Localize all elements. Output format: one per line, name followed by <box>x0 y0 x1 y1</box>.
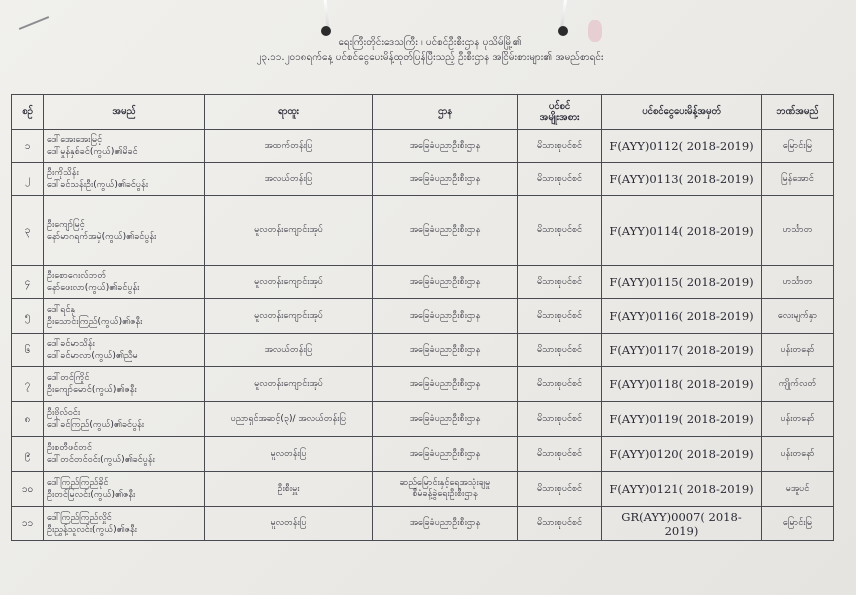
name-relation: ဦးသောင်းကြည်(ကွယ်)၏ဇနီး <box>47 317 143 327</box>
name-relation: ဒေါ်ခင်သန်းဦး(ကွယ်)၏ခင်ပွန်း <box>47 180 148 190</box>
table-row <box>12 196 834 266</box>
cell-dept: အခြေခံပညာဦးစီးဌာန <box>373 163 518 196</box>
cell-name <box>44 334 205 367</box>
col-header-permit: ပင်စင်ငွေပေးမိန့်အမှတ် <box>602 95 762 130</box>
table-row <box>12 402 834 437</box>
col-header-no: စဉ် <box>12 95 44 130</box>
cell-dept: အခြေခံပညာဦးစီးဌာန <box>373 299 518 334</box>
name-primary: ဦးကျော်မြင့် <box>47 219 85 230</box>
cell-rank: အလယ်တန်းပြ <box>205 334 373 367</box>
name-relation: ဒေါ်တင်တင်ဝင်း(ကွယ်)၏ခင်ပွန်း <box>47 455 155 465</box>
cell-name <box>44 507 205 541</box>
cell-bank: ဟင်္သာတ <box>762 266 834 299</box>
cell-rank: ဦးစီးမှူး <box>205 472 373 507</box>
cell-bank: မြောင်းမြ <box>762 507 834 541</box>
col-header-name: အမည် <box>44 95 205 130</box>
table-row <box>12 437 834 472</box>
cell-name <box>44 437 205 472</box>
name-primary: ဒေါ်ရင်နု <box>47 305 76 315</box>
name-relation: ဦးကျော်မောင်(ကွယ်)၏ဇနီး <box>47 385 137 395</box>
cell-no: ၁၁ <box>12 507 44 541</box>
cell-type: မိသားစုပင်စင် <box>518 130 602 163</box>
cell-type: မိသားစုပင်စင် <box>518 196 602 266</box>
cell-no: ၈ <box>12 402 44 437</box>
table-row <box>12 472 834 507</box>
cell-type: မိသားစုပင်စင် <box>518 163 602 196</box>
cell-permit: F(AYY)0112( 2018-2019) <box>602 130 762 163</box>
name-primary: ဦးကိုသိန်း <box>47 168 79 178</box>
cell-dept: အခြေခံပညာဦးစီးဌာန <box>373 196 518 266</box>
cell-name <box>44 472 205 507</box>
name-primary: ဒေါ်ကြည်ကြည်လှိုင် <box>47 512 112 523</box>
cell-rank: မူလတန်းကျောင်းအုပ် <box>205 367 373 402</box>
cell-rank: မူလတန်းပြ <box>205 437 373 472</box>
cell-rank: ပညာရှင်အဆင့်(၃)/ အလယ်တန်းပြ <box>205 402 373 437</box>
cell-bank: ပန်းတနော် <box>762 334 834 367</box>
table-row <box>12 130 834 163</box>
cell-type: မိသားစုပင်စင် <box>518 367 602 402</box>
punch-hole-left <box>321 26 331 36</box>
name-primary: ဦးစတီဖင်တင် <box>47 443 92 453</box>
cell-dept: အခြေခံပညာဦးစီးဌာန <box>373 367 518 402</box>
cell-rank: မူလတန်းပြ <box>205 507 373 541</box>
table-row <box>12 507 834 541</box>
cell-no: ၁၀ <box>12 472 44 507</box>
name-relation: ဦးညွှန့်သူလင်း(ကွယ်)၏ဇနီး <box>47 524 137 535</box>
cell-type: မိသားစုပင်စင် <box>518 334 602 367</box>
name-primary: ဒေါ်တင်ကြိုင် <box>47 373 90 383</box>
cell-no: ၃ <box>12 196 44 266</box>
binding-string-right <box>560 0 567 28</box>
cell-rank: မူလတန်းကျောင်းအုပ် <box>205 299 373 334</box>
cell-rank: အလယ်တန်းပြ <box>205 163 373 196</box>
cell-rank: အထက်တန်းပြ <box>205 130 373 163</box>
cell-name <box>44 299 205 334</box>
cell-dept: အခြေခံပညာဦးစီးဌာန <box>373 266 518 299</box>
cell-name <box>44 266 205 299</box>
cell-no: ၉ <box>12 437 44 472</box>
cell-dept: အခြေခံပညာဦးစီးဌာန <box>373 130 518 163</box>
table-row <box>12 367 834 402</box>
cell-dept: အခြေခံပညာဦးစီးဌာန <box>373 437 518 472</box>
col-header-bank: ဘဏ်အမည် <box>762 95 834 130</box>
table-row <box>12 266 834 299</box>
cell-bank: လေးမျက်နှာ <box>762 299 834 334</box>
name-primary: ဒေါ်အေးအေးမြင့် <box>47 135 103 145</box>
cell-bank: မြန်အောင် <box>762 163 834 196</box>
cell-permit: F(AYY)0118( 2018-2019) <box>602 367 762 402</box>
cell-bank: မအူပင် <box>762 472 834 507</box>
cell-permit: F(AYY)0121( 2018-2019) <box>602 472 762 507</box>
header-line-2: ၂၃.၁၁.၂၀၁၈ရက်နေ့ ပင်စင်ငွေပေးမိန့်ထုတ်ပြန်ပြီးသည့် ဦးစီးဌာန အငြိမ်းစားများ၏ အမည်စာရင်း <box>256 52 604 63</box>
name-primary: ဦးဗိုလ်ဝင်း <box>47 408 81 418</box>
table-row <box>12 299 834 334</box>
cell-type: မိသားစုပင်စင် <box>518 507 602 541</box>
cell-permit: F(AYY)0119( 2018-2019) <box>602 402 762 437</box>
cell-no: ၂ <box>12 163 44 196</box>
cell-dept: အခြေခံပညာဦးစီးဌာန <box>373 402 518 437</box>
name-relation: နော်ဖေးလာ(ကွယ်)၏ခင်ပွန်း <box>47 283 140 293</box>
header-line-1: ရေးကြီးတိုင်းဒေသကြီး ၊ ပင်စင်ဦးစီးဌာန ပုသိမ်မြို့၏ <box>338 37 522 48</box>
cell-no: ၄ <box>12 266 44 299</box>
cell-permit: GR(AYY)0007( 2018-2019) <box>602 507 762 541</box>
cell-name <box>44 196 205 266</box>
cell-type: မိသားစုပင်စင် <box>518 472 602 507</box>
name-primary: ဒေါ်ကြည်ကြည်ခိုင် <box>47 478 109 488</box>
name-relation: ဒေါ်ခင်မာလာ(ကွယ်)၏ညီမ <box>47 351 138 361</box>
name-relation: ဦးတင်မြလင်း(ကွယ်)၏ဇနီး <box>47 490 136 500</box>
cell-type: မိသားစုပင်စင် <box>518 266 602 299</box>
cell-bank: ပန်းတနော် <box>762 437 834 472</box>
table-row <box>12 334 834 367</box>
cell-dept: ဆည်မြောင်းနှင့်ရေအသုံးချမှု စီမံခန့်ခွဲရေးဦးစီးဌာန <box>373 472 518 507</box>
cell-permit: F(AYY)0113( 2018-2019) <box>602 163 762 196</box>
cell-no: ၁ <box>12 130 44 163</box>
cell-bank: ပန်းတနော် <box>762 402 834 437</box>
cell-name <box>44 367 205 402</box>
cell-type: မိသားစုပင်စင် <box>518 437 602 472</box>
punch-hole-right <box>558 26 568 36</box>
name-primary: ဒေါ်ခင်မာသိန်း <box>47 339 95 349</box>
cell-permit: F(AYY)0120( 2018-2019) <box>602 437 762 472</box>
cell-type: မိသားစုပင်စင် <box>518 402 602 437</box>
cell-dept: အခြေခံပညာဦးစီးဌာန <box>373 334 518 367</box>
cell-no: ၆ <box>12 334 44 367</box>
name-primary: ဦးစောဂေးလ်ဘတ် <box>47 271 107 281</box>
cell-bank: ဟင်္သာတ <box>762 196 834 266</box>
name-relation: နော်မာဂရက်အမှဲ(ကွယ်)၏ခင်ပွန်း <box>47 231 157 242</box>
cell-type: မိသားစုပင်စင် <box>518 299 602 334</box>
col-header-type: ပင်စင် အမျိုးအစား <box>518 95 602 130</box>
binding-string-left <box>324 0 330 28</box>
cell-name <box>44 130 205 163</box>
cell-permit: F(AYY)0115( 2018-2019) <box>602 266 762 299</box>
name-relation: ဒေါ်ခင်ကြည်(ကွယ်)၏ခင်ပွန်း <box>47 420 145 430</box>
table-header-row <box>12 95 834 130</box>
cell-permit: F(AYY)0114( 2018-2019) <box>602 196 762 266</box>
table-row <box>12 163 834 196</box>
pension-table <box>11 94 834 541</box>
cell-dept: အခြေခံပညာဦးစီးဌာန <box>373 507 518 541</box>
cell-bank: ကျိုက်လတ် <box>762 367 834 402</box>
cell-bank: မြောင်းမြ <box>762 130 834 163</box>
cell-rank: မူလတန်းကျောင်းအုပ် <box>205 266 373 299</box>
col-header-dept: ဌာန <box>373 95 518 130</box>
cell-no: ၇ <box>12 367 44 402</box>
cell-no: ၅ <box>12 299 44 334</box>
cell-permit: F(AYY)0116( 2018-2019) <box>602 299 762 334</box>
cell-name <box>44 163 205 196</box>
cell-rank: မူလတန်းကျောင်းအုပ် <box>205 196 373 266</box>
cell-permit: F(AYY)0117( 2018-2019) <box>602 334 762 367</box>
name-relation: ဒေါ်မှုန်နှစ်ခင်(ကွယ်)၏မိခင် <box>47 147 138 157</box>
pen-mark <box>19 16 49 30</box>
col-header-rank: ရာထူး <box>205 95 373 130</box>
cell-name <box>44 402 205 437</box>
